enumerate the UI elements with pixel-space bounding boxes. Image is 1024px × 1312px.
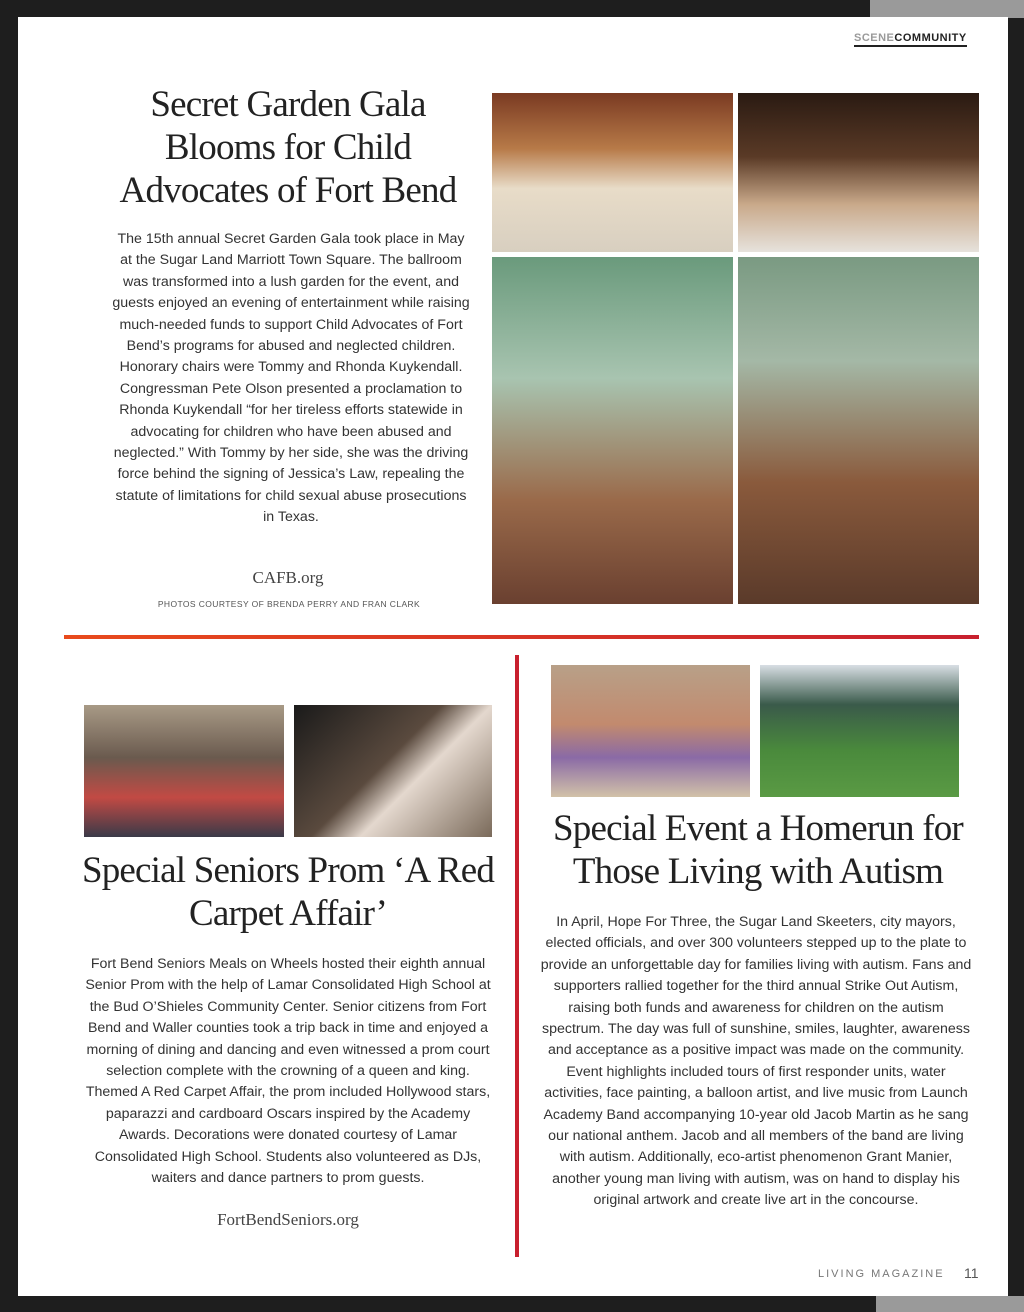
page-edge-bottom <box>876 1296 1024 1312</box>
prom-body: Fort Bend Seniors Meals on Wheels hosted their eighth annual Senior Prom with the help of Lamar Consolidated High School at the Bud O’Shieles Community Center. Senior citizens from Fort Bend and Waller counties took a trip back in time and enjoyed a morning of dining and dancing and even witnessed a prom court selection complete with the crowning of a queen and king. Themed A Red Carpet Affair, the prom included Hollywood stars, paparazzi and cardboard Oscars inspired by the Academy Awards. Decorations were donated courtesy of Lamar Consolidated High School. Students also volunteered as DJs, waiters and dance partners to prom guests. <box>85 956 491 1187</box>
gala-website: CAFB.org <box>252 568 324 587</box>
section-tag <box>854 32 967 47</box>
page-edge-top <box>870 0 1024 18</box>
autism-body: In April, Hope For Three, the Sugar Land Skeeters, city mayors, elected officials, and over 300 volunteers stepped up to the plate to provide an unforgettable day for families living with autism. Fans and supporters rallied together for the third annual Strike Out Autism, raising both funds and awareness for children on the autism spectrum. The day was full of sunshine, smiles, laughter, awareness and acceptance as a positive impact was made on the community. Event highlights included tours of first responder units, water activities, face painting, a balloon artist, and live music from Launch Academy Band accompanying 10-year old Jacob Martin as he sang our national anthem. Jacob and all members of the band are living with autism. Additionally, eco-artist phenomenon Grant Manier, another young man living with autism, was on hand to display his original artwork and create live art in the concourse. <box>540 914 972 1209</box>
publication-name: LIVING MAGAZINE <box>818 1268 945 1280</box>
section-prefix: SCENE <box>854 32 895 44</box>
gala-body: The 15th annual Secret Garden Gala took place in May at the Sugar Land Marriott Town Square. The ballroom was transformed into a lush garden for the event, and guests enjoyed an evening of entertainment while raising much-needed funds to support Child Advocates of Fort Bend’s programs for abused and neglected children. Honorary chairs were Tommy and Rhonda Kuykendall. Congressman Pete Olson presented a proclamation to Rhonda Kuykendall “for her tireless efforts statewide in advocating for children who have been abused and neglected.” With Tommy by her side, she was the driving force behind the signing of Jessica’s Law, repealing the statute of limitations for child sexual abuse prosecutions in Texas. <box>112 231 470 526</box>
page-number: 11 <box>964 1265 979 1281</box>
autism-headline: Special Event a Homerun for Those Living with Autism <box>553 808 963 892</box>
section-name: COMMUNITY <box>894 32 967 44</box>
gala-headline: Secret Garden Gala Blooms for Child Advocates of Fort Bend <box>119 84 457 211</box>
gala-photo-couple <box>738 93 979 252</box>
gala-photo-pair-right <box>738 257 979 604</box>
prom-photo-group <box>84 705 284 837</box>
column-divider <box>515 655 519 1257</box>
section-divider <box>64 635 979 639</box>
prom-photo-queen <box>294 705 492 837</box>
magazine-page <box>18 17 1008 1296</box>
photo-credit: PHOTOS COURTESY OF BRENDA PERRY AND FRAN CLARK <box>157 599 421 609</box>
prom-website: FortBendSeniors.org <box>217 1210 359 1229</box>
prom-headline: Special Seniors Prom ‘A Red Carpet Affair’ <box>81 850 495 934</box>
gala-photo-trio <box>492 93 733 252</box>
autism-photo-parade <box>551 665 750 797</box>
autism-photo-field <box>760 665 959 797</box>
gala-photo-pair-left <box>492 257 733 604</box>
